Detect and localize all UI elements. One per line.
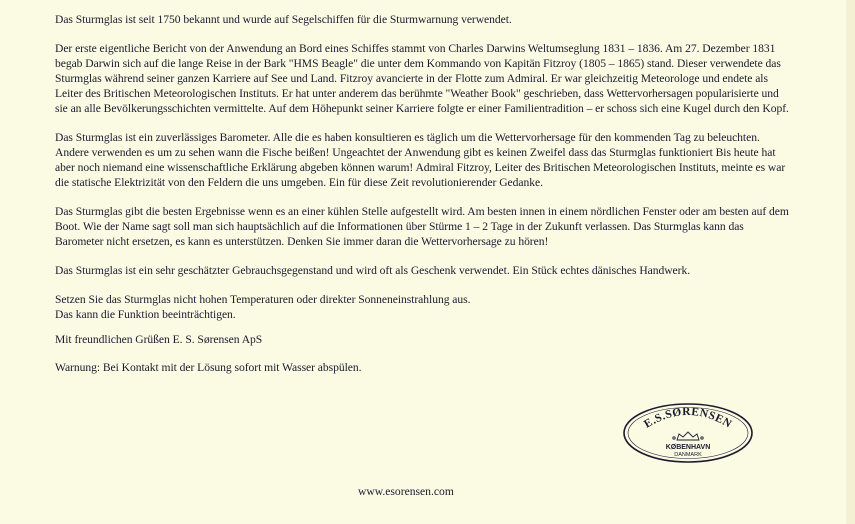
stamp-city: KØBENHAVN bbox=[665, 444, 711, 451]
notice-line-1: Setzen Sie das Sturmglas nicht hohen Temperaturen oder direkter Sonneneinstrahlung aus. bbox=[55, 293, 471, 306]
paragraph-gift: Das Sturmglas ist ein sehr geschätzter Gebrauchsgegenstand und wird oft als Geschenk verwendet. Ein Stück echtes dänisches Handwerk. bbox=[55, 264, 691, 277]
stamp-country: DANMARK bbox=[674, 452, 702, 458]
website-url: www.esorensen.com bbox=[358, 485, 454, 498]
notice-line-2: Das kann die Funktion beeinträchtigen. bbox=[55, 308, 236, 321]
warning: Warnung: Bei Kontakt mit der Lösung sofort mit Wasser abspülen. bbox=[55, 361, 362, 374]
paragraph-history: Das Sturmglas ist seit 1750 bekannt und wurde auf Segelschiffen für die Sturmwarnung verwendet. bbox=[55, 13, 512, 26]
greeting: Mit freundlichen Grüßen E. S. Sørensen ApS bbox=[55, 333, 263, 346]
notice-block bbox=[55, 292, 790, 322]
paragraph-darwin-fitzroy: Der erste eigentliche Bericht von der Anwendung an Bord eines Schiffes stammt von Charles Darwins Weltumseglung 1831 – 1836. Am 27. Dezember 1831 begab Darwin sich auf die lange Reise in der Bark "HMS Beagle" die unter dem Kommando von Kapitän Fitzroy (1805 – 1865) stand. Dieser verwendete das Sturmglas während seiner ganzen Karriere auf See und Land. Fitzroy avancierte in der Flotte zum Admiral. Er war gleichzeitig Meteorologe und endete als Leiter des Britischen Meteorologischen Instituts. Er hat unter anderem das berühmte "Weather Book" geschrieben, dass Wettervorhersagen popularisierte und sie an alle Bevölkerungsschichten vermittelte. Auf dem Höhepunkt seiner Karriere folgte er einer Familientradition – er schoss sich eine Kugel durch den Kopf. bbox=[55, 42, 789, 115]
paragraph-usage: Das Sturmglas gibt die besten Ergebnisse wenn es an einer kühlen Stelle aufgestellt wird. Am besten innen in einem nördlichen Fenster oder am besten auf dem Boot. Wie der Name sagt soll man sich hauptsächlich auf die Informationen über Stürme 1 – 2 Tage in der Zukunft verlassen. Das Sturmglas kann das Barometer nicht ersetzen, es kann es unterstützen. Denken Sie immer daran die Wettervorhersage zu hören! bbox=[55, 205, 789, 248]
sorensen-logo-stamp bbox=[622, 402, 754, 464]
paper-edge bbox=[846, 0, 855, 524]
stamp-name: E.S.SØRENSEN bbox=[642, 405, 734, 431]
crown-icon bbox=[673, 432, 703, 440]
leaflet-text bbox=[55, 12, 790, 389]
svg-text:E.S.SØRENSEN bbox=[642, 406, 734, 431]
paragraph-barometer: Das Sturmglas ist ein zuverlässiges Barometer. Alle die es haben konsultieren es täglich um die Wettervorhersage für den kommenden Tag zu beleuchten. Andere verwenden es um zu sehen wann die Fische beißen! Ungeachtet der Anwendung gibt es keinen Zweifel dass das Sturmglas funktioniert Bis heute hat aber noch niemand eine wissenschaftliche Erklärung abgeben können warum! Admiral Fitzroy, Leiter des Britischen Meteorologischen Instituts, meinte es war die statische Elektrizität von den Feldern die uns umgeben. Ein für diese Zeit revolutionierender Gedanke. bbox=[55, 131, 786, 189]
